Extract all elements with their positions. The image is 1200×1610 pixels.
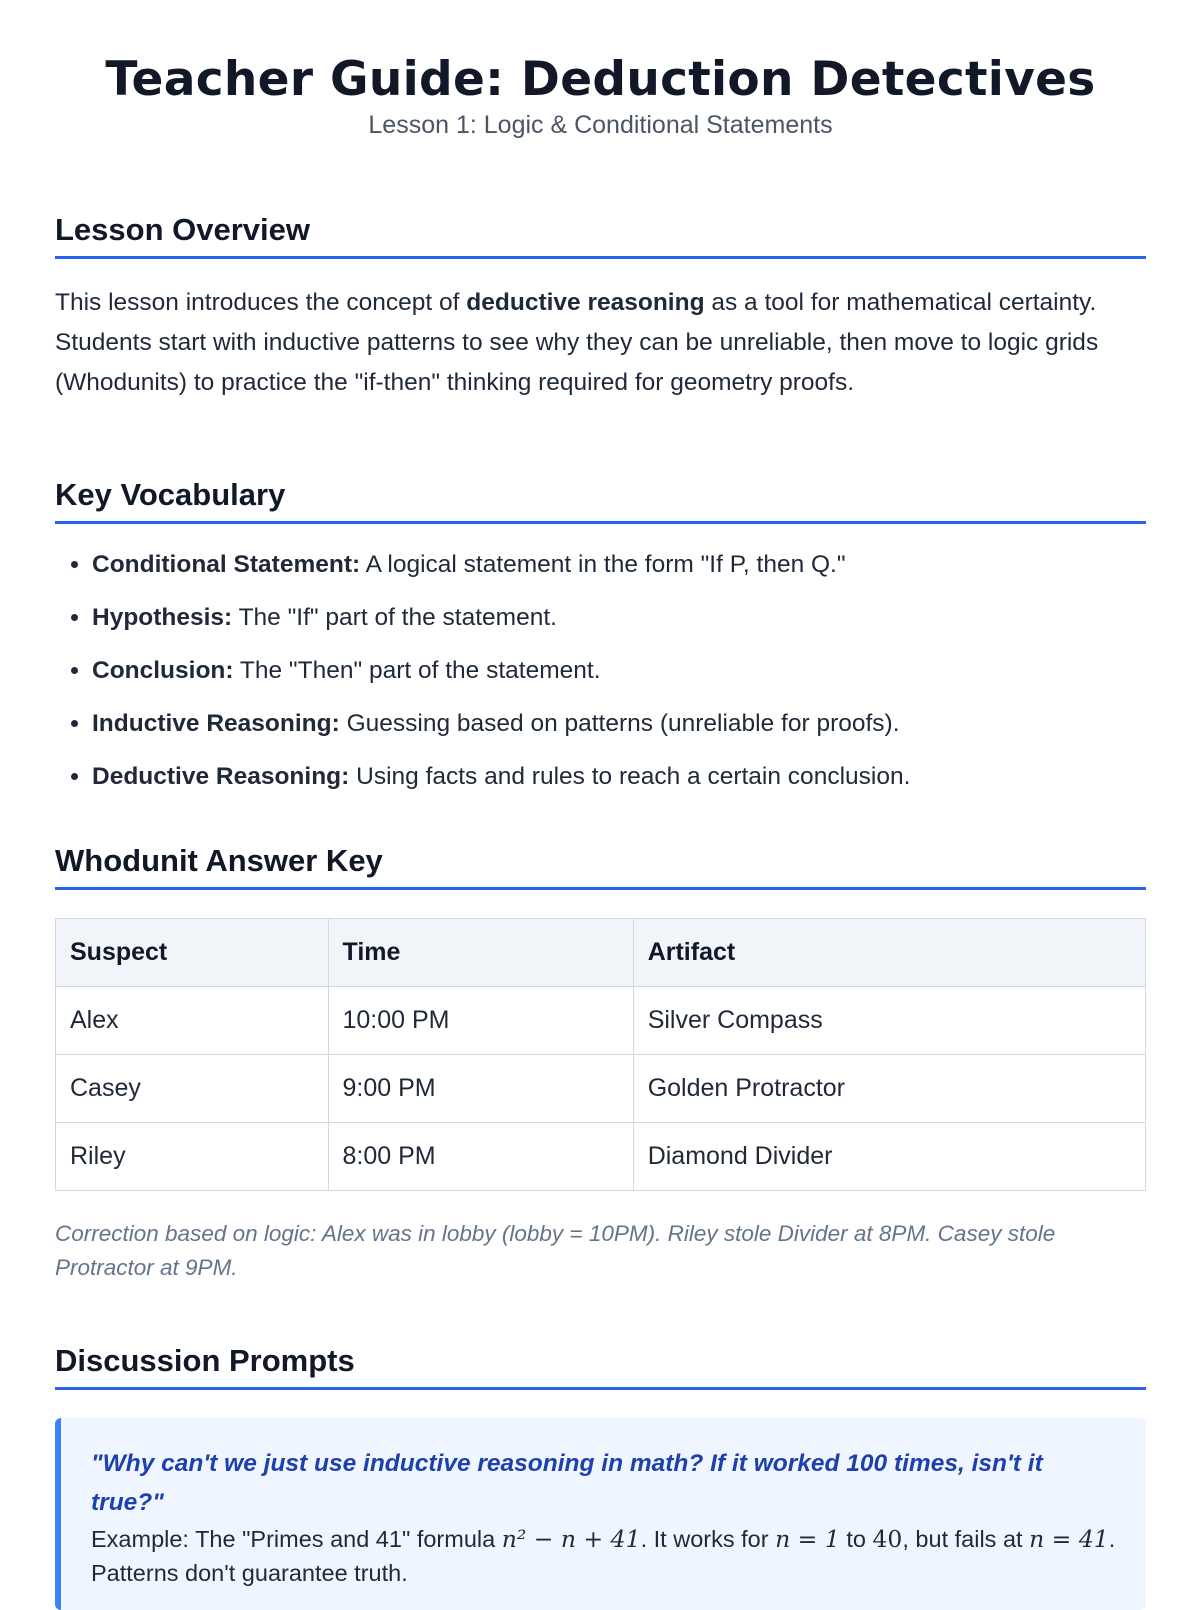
section-heading: Whodunit Answer Key <box>55 843 1146 890</box>
discussion-section <box>55 1343 1146 1610</box>
term: Hypothesis: <box>92 604 233 631</box>
cell: 8:00 PM <box>328 1123 633 1191</box>
answer-key-note: Correction based on logic: Alex was in lobby (lobby = 10PM). Riley stole Divider at 8PM. Casey stole Protractor at 9PM. <box>55 1221 1056 1280</box>
section-heading: Discussion Prompts <box>55 1343 1146 1390</box>
bold-text: deductive reasoning <box>466 289 705 316</box>
cell: 9:00 PM <box>328 1055 633 1123</box>
definition: Guessing based on patterns (unreliable for proofs). <box>339 710 900 737</box>
text: This lesson introduces the concept of <box>55 289 467 316</box>
formula: 40 <box>872 1525 903 1553</box>
formula: n = 41 <box>1029 1525 1109 1553</box>
text: as a tool for mathematical certainty. Students start with inductive patterns to see why they can be unreliable, then move to logic grids (Whodunits) to practice the "if-then" thinking required for geometry proofs. <box>55 289 1099 396</box>
formula: n² − n + 41 <box>501 1525 641 1553</box>
list-item <box>92 548 1146 581</box>
cell: 10:00 PM <box>328 987 633 1055</box>
term: Inductive Reasoning: <box>92 710 340 737</box>
cell: Alex <box>56 987 329 1055</box>
column-header: Artifact <box>633 919 1145 987</box>
definition: The "Then" part of the statement. <box>233 657 601 684</box>
lesson-overview-section <box>55 212 1146 403</box>
definition: Using facts and rules to reach a certain conclusion. <box>349 763 911 790</box>
column-header: Time <box>328 919 633 987</box>
cell: Riley <box>56 1123 329 1191</box>
key-vocabulary-section <box>55 477 1146 793</box>
section-heading: Lesson Overview <box>55 212 1146 259</box>
definition: A logical statement in the form "If P, then Q." <box>360 551 846 578</box>
cell: Diamond Divider <box>633 1123 1145 1191</box>
table-row <box>56 1123 1146 1191</box>
overview-text <box>55 283 1146 403</box>
table-row <box>56 1055 1146 1123</box>
list-item <box>92 601 1146 634</box>
formula: n = 1 <box>775 1525 840 1553</box>
text: to <box>839 1526 873 1552</box>
text: , but fails at <box>902 1526 1030 1552</box>
definition: The "If" part of the statement. <box>232 604 557 631</box>
text: . Patterns don't guarantee truth. <box>91 1526 1116 1586</box>
table-row <box>56 987 1146 1055</box>
term: Conditional Statement: <box>92 551 361 578</box>
list-item <box>92 654 1146 687</box>
discussion-quote: "Why can't we just use inductive reasoning in math? If it worked 100 times, isn't it true?" <box>91 1450 1043 1516</box>
cell: Golden Protractor <box>633 1055 1145 1123</box>
table-header-row <box>56 919 1146 987</box>
column-header: Suspect <box>56 919 329 987</box>
section-heading: Key Vocabulary <box>55 477 1146 524</box>
list-item <box>92 707 1146 740</box>
vocabulary-list <box>55 548 1146 793</box>
discussion-callout <box>55 1418 1146 1610</box>
text: . It works for <box>640 1526 776 1552</box>
answer-key-section <box>55 843 1146 1285</box>
page-subtitle: Lesson 1: Logic & Conditional Statements <box>368 111 833 139</box>
cell: Silver Compass <box>633 987 1145 1055</box>
term: Conclusion: <box>92 657 234 684</box>
term: Deductive Reasoning: <box>92 763 350 790</box>
answer-key-table <box>55 918 1146 1191</box>
list-item <box>92 760 1146 793</box>
page-title: Teacher Guide: Deduction Detectives <box>105 52 1096 107</box>
discussion-example <box>91 1522 1116 1590</box>
text: Example: The "Primes and 41" formula <box>91 1526 502 1552</box>
cell: Casey <box>56 1055 329 1123</box>
